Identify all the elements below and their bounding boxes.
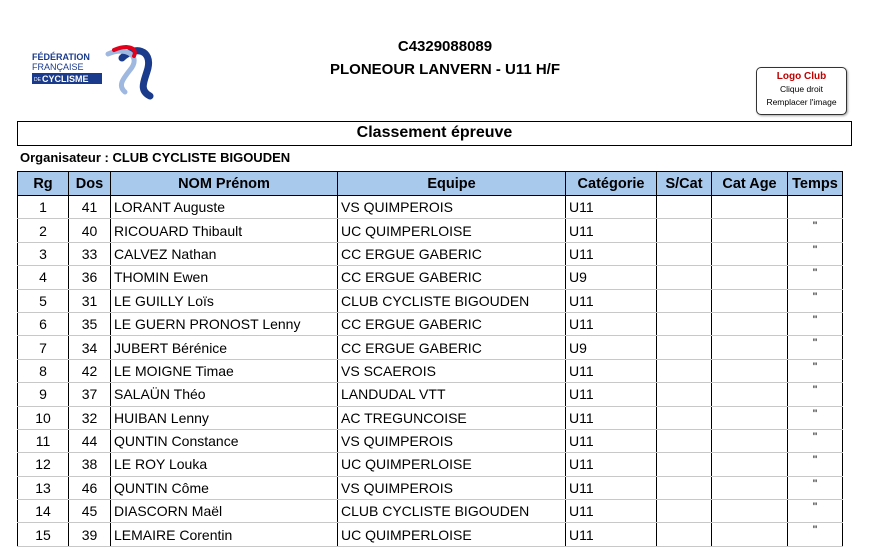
cell-scat	[657, 406, 712, 429]
cell-nom: LE GUILLY Loïs	[111, 289, 338, 312]
cell-nom: SALAÜN Théo	[111, 383, 338, 406]
cell-temps: "	[788, 429, 843, 452]
cell-temps: "	[788, 242, 843, 265]
table-row	[18, 196, 843, 219]
cell-equipe: CC ERGUE GABERIC	[338, 336, 566, 359]
cell-catage	[712, 476, 788, 499]
cell-dos: 32	[69, 406, 111, 429]
cell-rg: 11	[18, 429, 69, 452]
logo-club-line1: Clique droit	[780, 84, 823, 94]
cell-scat	[657, 359, 712, 382]
cell-catage	[712, 406, 788, 429]
cell-categorie: U11	[566, 383, 657, 406]
cell-rg: 10	[18, 406, 69, 429]
cell-equipe: CC ERGUE GABERIC	[338, 242, 566, 265]
cell-dos: 39	[69, 523, 111, 546]
cell-temps: "	[788, 289, 843, 312]
cell-nom: RICOUARD Thibault	[111, 219, 338, 242]
cell-equipe: LANDUDAL VTT	[338, 383, 566, 406]
results-body	[18, 196, 843, 547]
table-row	[18, 523, 843, 546]
ffc-logo-graphic	[30, 40, 160, 100]
cell-equipe: VS SCAEROIS	[338, 359, 566, 382]
cell-categorie: U11	[566, 219, 657, 242]
cell-catage	[712, 523, 788, 546]
cell-categorie: U9	[566, 266, 657, 289]
cell-rg: 4	[18, 266, 69, 289]
col-header-rg: Rg	[18, 172, 69, 196]
cell-scat	[657, 289, 712, 312]
table-row	[18, 429, 843, 452]
cell-nom: LE ROY Louka	[111, 453, 338, 476]
cell-categorie: U11	[566, 476, 657, 499]
table-row	[18, 359, 843, 382]
table-header-row	[18, 172, 843, 196]
cell-nom: QUNTIN Côme	[111, 476, 338, 499]
cell-scat	[657, 383, 712, 406]
cell-scat	[657, 266, 712, 289]
cell-nom: JUBERT Bérénice	[111, 336, 338, 359]
cell-categorie: U11	[566, 359, 657, 382]
col-header-catage: Cat Age	[712, 172, 788, 196]
cell-rg: 13	[18, 476, 69, 499]
cell-rg: 3	[18, 242, 69, 265]
col-header-temps: Temps	[788, 172, 843, 196]
cell-dos: 34	[69, 336, 111, 359]
table-row	[18, 336, 843, 359]
cell-dos: 31	[69, 289, 111, 312]
cell-dos: 46	[69, 476, 111, 499]
table-row	[18, 500, 843, 523]
cell-scat	[657, 242, 712, 265]
race-code: C4329088089	[397, 38, 493, 55]
cell-rg: 15	[18, 523, 69, 546]
cell-rg: 8	[18, 359, 69, 382]
col-header-dos: Dos	[69, 172, 111, 196]
cell-rg: 2	[18, 219, 69, 242]
cell-catage	[712, 289, 788, 312]
table-row	[18, 476, 843, 499]
cell-dos: 38	[69, 453, 111, 476]
cell-nom: LEMAIRE Corentin	[111, 523, 338, 546]
cell-rg: 12	[18, 453, 69, 476]
cell-equipe: UC QUIMPERLOISE	[338, 219, 566, 242]
table-row	[18, 242, 843, 265]
logo-club-title: Logo Club	[776, 71, 827, 82]
cell-scat	[657, 336, 712, 359]
cell-equipe: VS QUIMPEROIS	[338, 196, 566, 219]
ffc-logo	[30, 40, 160, 100]
cell-scat	[657, 453, 712, 476]
classement-banner: Classement épreuve	[17, 121, 852, 146]
cell-scat	[657, 429, 712, 452]
cell-temps: "	[788, 500, 843, 523]
cell-temps: "	[788, 453, 843, 476]
cell-scat	[657, 312, 712, 335]
table-row	[18, 383, 843, 406]
cell-nom: LE GUERN PRONOST Lenny	[111, 312, 338, 335]
table-row	[18, 289, 843, 312]
cell-catage	[712, 196, 788, 219]
race-title: PLONEOUR LANVERN - U11 H/F	[329, 61, 561, 78]
cell-categorie: U11	[566, 289, 657, 312]
col-header-categorie: Catégorie	[566, 172, 657, 196]
cell-equipe: UC QUIMPERLOISE	[338, 523, 566, 546]
cell-categorie: U11	[566, 312, 657, 335]
cell-equipe: CLUB CYCLISTE BIGOUDEN	[338, 289, 566, 312]
cell-scat	[657, 476, 712, 499]
cell-temps: "	[788, 476, 843, 499]
logo-text-line4: CYCLISME	[42, 74, 89, 84]
logo-text-line2: FRANÇAISE	[32, 62, 84, 72]
cell-dos: 36	[69, 266, 111, 289]
cell-dos: 41	[69, 196, 111, 219]
cell-categorie: U11	[566, 196, 657, 219]
cell-nom: LE MOIGNE Timae	[111, 359, 338, 382]
cell-categorie: U11	[566, 523, 657, 546]
cell-equipe: AC TREGUNCOISE	[338, 406, 566, 429]
cell-equipe: CLUB CYCLISTE BIGOUDEN	[338, 500, 566, 523]
col-header-equipe: Equipe	[338, 172, 566, 196]
cell-temps: "	[788, 359, 843, 382]
cell-dos: 44	[69, 429, 111, 452]
cell-categorie: U9	[566, 336, 657, 359]
cell-temps	[788, 196, 843, 219]
cell-nom: THOMIN Ewen	[111, 266, 338, 289]
cell-scat	[657, 196, 712, 219]
cell-rg: 1	[18, 196, 69, 219]
cell-rg: 6	[18, 312, 69, 335]
cell-temps: "	[788, 406, 843, 429]
cell-catage	[712, 429, 788, 452]
cell-catage	[712, 500, 788, 523]
cell-equipe: VS QUIMPEROIS	[338, 429, 566, 452]
cell-dos: 35	[69, 312, 111, 335]
cell-categorie: U11	[566, 406, 657, 429]
cell-scat	[657, 219, 712, 242]
table-row	[18, 312, 843, 335]
cell-scat	[657, 523, 712, 546]
cell-categorie: U11	[566, 500, 657, 523]
col-header-nom: NOM Prénom	[111, 172, 338, 196]
cell-catage	[712, 453, 788, 476]
logo-club-placeholder[interactable]	[756, 67, 847, 115]
results-table	[17, 171, 843, 547]
cell-catage	[712, 312, 788, 335]
cell-categorie: U11	[566, 242, 657, 265]
cell-equipe: VS QUIMPEROIS	[338, 476, 566, 499]
cell-dos: 33	[69, 242, 111, 265]
cell-temps: "	[788, 266, 843, 289]
table-row	[18, 266, 843, 289]
cell-rg: 5	[18, 289, 69, 312]
cell-catage	[712, 242, 788, 265]
cell-categorie: U11	[566, 429, 657, 452]
table-row	[18, 406, 843, 429]
cell-nom: QUNTIN Constance	[111, 429, 338, 452]
cell-dos: 45	[69, 500, 111, 523]
cell-nom: LORANT Auguste	[111, 196, 338, 219]
logo-text-line1: FÉDÉRATION	[32, 52, 90, 62]
organisateur-label: Organisateur : CLUB CYCLISTE BIGOUDEN	[20, 150, 291, 165]
cell-temps: "	[788, 312, 843, 335]
cell-temps: "	[788, 336, 843, 359]
cell-rg: 14	[18, 500, 69, 523]
logo-club-line2: Remplacer l'image	[766, 97, 837, 107]
cell-catage	[712, 383, 788, 406]
cell-catage	[712, 336, 788, 359]
cell-equipe: CC ERGUE GABERIC	[338, 312, 566, 335]
table-row	[18, 219, 843, 242]
cell-dos: 42	[69, 359, 111, 382]
cell-dos: 37	[69, 383, 111, 406]
cell-dos: 40	[69, 219, 111, 242]
cell-categorie: U11	[566, 453, 657, 476]
cell-nom: HUIBAN Lenny	[111, 406, 338, 429]
logo-text-line3: DE	[34, 77, 41, 83]
cell-catage	[712, 219, 788, 242]
col-header-scat: S/Cat	[657, 172, 712, 196]
table-row	[18, 453, 843, 476]
cell-equipe: UC QUIMPERLOISE	[338, 453, 566, 476]
cell-temps: "	[788, 219, 843, 242]
cell-scat	[657, 500, 712, 523]
cell-rg: 9	[18, 383, 69, 406]
cell-equipe: CC ERGUE GABERIC	[338, 266, 566, 289]
cell-rg: 7	[18, 336, 69, 359]
cell-temps: "	[788, 383, 843, 406]
cell-nom: DIASCORN Maël	[111, 500, 338, 523]
cell-nom: CALVEZ Nathan	[111, 242, 338, 265]
cell-temps: "	[788, 523, 843, 546]
cell-catage	[712, 266, 788, 289]
cell-catage	[712, 359, 788, 382]
